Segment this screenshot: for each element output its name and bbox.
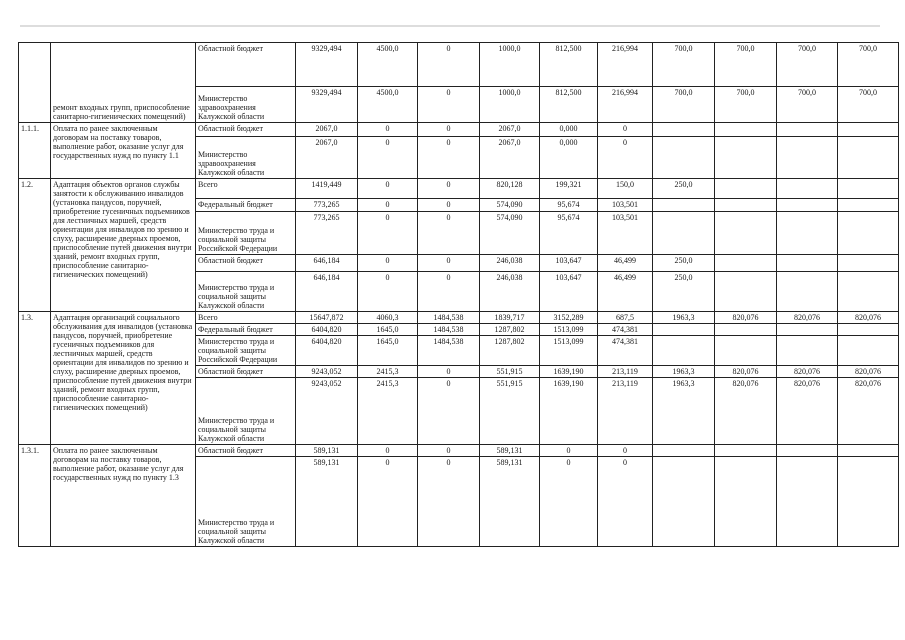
value-cell: 1645,0 <box>358 324 418 336</box>
value-cell: 0,000 <box>540 123 598 137</box>
funding-source: Федеральный бюджет <box>196 199 296 212</box>
value-cell: 9243,052 <box>296 378 358 445</box>
table-row <box>19 179 899 199</box>
row-description: Оплата по ранее заключенным договорам на поставку товаров, выполнение работ, оказание услуг для государственных нужд по пункту 1.3 <box>51 445 196 547</box>
value-cell: 646,184 <box>296 255 358 272</box>
value-cell: 574,090 <box>480 212 540 255</box>
value-cell: 199,321 <box>540 179 598 199</box>
value-cell: 474,381 <box>598 324 653 336</box>
value-cell: 812,500 <box>540 87 598 123</box>
value-cell <box>653 336 715 366</box>
value-cell: 1484,538 <box>418 336 480 366</box>
value-cell: 103,501 <box>598 199 653 212</box>
value-cell: 2067,0 <box>480 137 540 179</box>
value-cell: 0 <box>358 123 418 137</box>
value-cell: 0 <box>418 445 480 457</box>
value-cell <box>777 457 838 547</box>
value-cell: 216,994 <box>598 43 653 87</box>
value-cell: 820,076 <box>777 366 838 378</box>
value-cell <box>838 457 899 547</box>
row-code: 1.3.1. <box>19 445 51 547</box>
value-cell: 700,0 <box>653 43 715 87</box>
funding-source: Министерство здравоохранения Калужской области <box>196 87 296 123</box>
value-cell: 246,038 <box>480 255 540 272</box>
value-cell: 820,076 <box>777 378 838 445</box>
value-cell: 812,500 <box>540 43 598 87</box>
value-cell: 1645,0 <box>358 336 418 366</box>
value-cell: 700,0 <box>653 87 715 123</box>
funding-source: Министерство труда и социальной защиты Калужской области <box>196 457 296 547</box>
value-cell: 773,265 <box>296 212 358 255</box>
value-cell <box>838 212 899 255</box>
value-cell: 687,5 <box>598 312 653 324</box>
value-cell: 1484,538 <box>418 312 480 324</box>
funding-source: Областной бюджет <box>196 123 296 137</box>
value-cell: 1287,802 <box>480 336 540 366</box>
value-cell: 250,0 <box>653 255 715 272</box>
value-cell: 4500,0 <box>358 87 418 123</box>
value-cell: 700,0 <box>838 43 899 87</box>
value-cell: 589,131 <box>480 445 540 457</box>
value-cell: 2415,3 <box>358 378 418 445</box>
value-cell <box>838 445 899 457</box>
value-cell <box>715 179 777 199</box>
value-cell <box>715 445 777 457</box>
value-cell: 1639,190 <box>540 366 598 378</box>
value-cell <box>838 255 899 272</box>
value-cell: 4500,0 <box>358 43 418 87</box>
value-cell: 551,915 <box>480 366 540 378</box>
value-cell: 9243,052 <box>296 366 358 378</box>
row-code <box>19 43 51 123</box>
value-cell: 1419,449 <box>296 179 358 199</box>
value-cell: 574,090 <box>480 199 540 212</box>
value-cell: 700,0 <box>715 87 777 123</box>
value-cell <box>715 137 777 179</box>
funding-source: Министерство труда и социальной защиты Калужской области <box>196 272 296 312</box>
value-cell: 0 <box>418 255 480 272</box>
funding-source: Областной бюджет <box>196 255 296 272</box>
value-cell <box>653 199 715 212</box>
row-code: 1.2. <box>19 179 51 312</box>
value-cell <box>715 324 777 336</box>
value-cell: 700,0 <box>715 43 777 87</box>
value-cell: 0 <box>418 366 480 378</box>
funding-source: Областной бюджет <box>196 366 296 378</box>
value-cell: 0 <box>358 255 418 272</box>
value-cell <box>715 272 777 312</box>
value-cell <box>838 272 899 312</box>
value-cell: 551,915 <box>480 378 540 445</box>
value-cell: 1513,099 <box>540 336 598 366</box>
value-cell: 0 <box>418 179 480 199</box>
row-description: Адаптация объектов органов службы занятости к обслуживанию инвалидов (установка пандусов, поручней, приобретение гусеничных подъемников для лестничных маршей, средств ориентации для инвалидов по зрению и слуху, расширение дверных проемов, приспособление путей движения внутри зданий, ремонт входных групп, приспособление санитарно-гигиенических помещений) <box>51 179 196 312</box>
value-cell: 0 <box>418 212 480 255</box>
value-cell: 0 <box>358 199 418 212</box>
table-row <box>19 445 899 457</box>
value-cell: 700,0 <box>838 87 899 123</box>
funding-source: Министерство труда и социальной защиты Российской Федерации <box>196 212 296 255</box>
value-cell: 0 <box>418 123 480 137</box>
value-cell <box>653 445 715 457</box>
value-cell: 474,381 <box>598 336 653 366</box>
value-cell <box>653 212 715 255</box>
row-description: ремонт входных групп, приспособление санитарно-гигиенических помещений) <box>51 43 196 123</box>
value-cell: 250,0 <box>653 272 715 312</box>
value-cell <box>715 212 777 255</box>
value-cell: 0 <box>540 457 598 547</box>
value-cell <box>715 199 777 212</box>
value-cell: 0 <box>598 457 653 547</box>
table-row <box>19 43 899 87</box>
value-cell: 9329,494 <box>296 87 358 123</box>
value-cell <box>777 255 838 272</box>
value-cell: 646,184 <box>296 272 358 312</box>
value-cell: 0 <box>358 445 418 457</box>
value-cell <box>777 212 838 255</box>
funding-source: Министерство здравоохранения Калужской области <box>196 137 296 179</box>
row-description: Адаптация организаций социального обслуживания для инвалидов (установка пандусов, поручней, приобретение гусеничных подъемников для лестничных маршей, средств ориентации для инвалидов по зрению и слуху, расширение дверных проемов, приспособление путей движения внутри зданий, ремонт входных групп, приспособление санитарно-гигиенических помещений) <box>51 312 196 445</box>
value-cell <box>838 336 899 366</box>
value-cell: 820,076 <box>838 312 899 324</box>
value-cell: 1000,0 <box>480 87 540 123</box>
value-cell: 1963,3 <box>653 378 715 445</box>
value-cell <box>653 137 715 179</box>
funding-source: Министерство труда и социальной защиты Калужской области <box>196 378 296 445</box>
value-cell: 4060,3 <box>358 312 418 324</box>
value-cell: 0 <box>598 445 653 457</box>
value-cell <box>715 336 777 366</box>
value-cell: 2415,3 <box>358 366 418 378</box>
value-cell: 0,000 <box>540 137 598 179</box>
value-cell: 1839,717 <box>480 312 540 324</box>
value-cell: 2067,0 <box>480 123 540 137</box>
value-cell: 820,076 <box>777 312 838 324</box>
funding-source: Областной бюджет <box>196 43 296 87</box>
value-cell: 46,499 <box>598 272 653 312</box>
value-cell: 0 <box>358 272 418 312</box>
value-cell: 6404,820 <box>296 336 358 366</box>
value-cell: 589,131 <box>296 445 358 457</box>
row-code: 1.3. <box>19 312 51 445</box>
value-cell: 1484,538 <box>418 324 480 336</box>
value-cell: 1963,3 <box>653 366 715 378</box>
value-cell <box>715 123 777 137</box>
value-cell <box>777 123 838 137</box>
funding-source: Министерство труда и социальной защиты Российской Федерации <box>196 336 296 366</box>
table-row <box>19 123 899 137</box>
value-cell: 0 <box>358 179 418 199</box>
value-cell: 2067,0 <box>296 137 358 179</box>
value-cell: 246,038 <box>480 272 540 312</box>
value-cell: 700,0 <box>777 43 838 87</box>
value-cell <box>715 457 777 547</box>
value-cell: 95,674 <box>540 212 598 255</box>
value-cell: 1287,802 <box>480 324 540 336</box>
row-description: Оплата по ранее заключенным договорам на поставку товаров, выполнение работ, оказание услуг для государственных нужд по пункту 1.1 <box>51 123 196 179</box>
value-cell <box>777 336 838 366</box>
funding-source: Федеральный бюджет <box>196 324 296 336</box>
table-row <box>19 312 899 324</box>
value-cell: 820,076 <box>715 366 777 378</box>
value-cell: 103,501 <box>598 212 653 255</box>
value-cell <box>838 137 899 179</box>
value-cell <box>653 457 715 547</box>
value-cell: 589,131 <box>296 457 358 547</box>
value-cell: 820,128 <box>480 179 540 199</box>
value-cell: 0 <box>418 43 480 87</box>
value-cell: 1963,3 <box>653 312 715 324</box>
value-cell: 0 <box>358 457 418 547</box>
value-cell: 250,0 <box>653 179 715 199</box>
row-code: 1.1.1. <box>19 123 51 179</box>
value-cell: 820,076 <box>838 378 899 445</box>
budget-table <box>18 42 899 547</box>
value-cell: 0 <box>418 272 480 312</box>
value-cell: 150,0 <box>598 179 653 199</box>
value-cell: 820,076 <box>715 312 777 324</box>
value-cell: 3152,289 <box>540 312 598 324</box>
value-cell: 213,119 <box>598 378 653 445</box>
value-cell: 1639,190 <box>540 378 598 445</box>
value-cell <box>777 199 838 212</box>
value-cell: 0 <box>358 137 418 179</box>
value-cell <box>838 199 899 212</box>
value-cell: 1000,0 <box>480 43 540 87</box>
value-cell: 0 <box>418 199 480 212</box>
value-cell: 0 <box>418 457 480 547</box>
value-cell: 6404,820 <box>296 324 358 336</box>
value-cell: 820,076 <box>838 366 899 378</box>
value-cell: 95,674 <box>540 199 598 212</box>
value-cell <box>777 324 838 336</box>
value-cell: 700,0 <box>777 87 838 123</box>
funding-source: Всего <box>196 179 296 199</box>
value-cell <box>777 272 838 312</box>
value-cell <box>777 445 838 457</box>
value-cell <box>838 324 899 336</box>
value-cell: 773,265 <box>296 199 358 212</box>
value-cell: 0 <box>540 445 598 457</box>
value-cell <box>653 123 715 137</box>
value-cell: 0 <box>418 378 480 445</box>
funding-source: Областной бюджет <box>196 445 296 457</box>
value-cell <box>653 324 715 336</box>
value-cell: 103,647 <box>540 272 598 312</box>
funding-source: Всего <box>196 312 296 324</box>
value-cell <box>777 137 838 179</box>
value-cell: 0 <box>418 137 480 179</box>
value-cell: 0 <box>598 123 653 137</box>
value-cell: 46,499 <box>598 255 653 272</box>
value-cell: 2067,0 <box>296 123 358 137</box>
value-cell: 103,647 <box>540 255 598 272</box>
value-cell: 213,119 <box>598 366 653 378</box>
value-cell: 216,994 <box>598 87 653 123</box>
value-cell: 589,131 <box>480 457 540 547</box>
value-cell: 15647,872 <box>296 312 358 324</box>
value-cell: 0 <box>418 87 480 123</box>
value-cell <box>838 179 899 199</box>
value-cell: 0 <box>358 212 418 255</box>
value-cell <box>838 123 899 137</box>
value-cell: 0 <box>598 137 653 179</box>
value-cell: 1513,099 <box>540 324 598 336</box>
value-cell: 9329,494 <box>296 43 358 87</box>
value-cell <box>715 255 777 272</box>
value-cell: 820,076 <box>715 378 777 445</box>
value-cell <box>777 179 838 199</box>
